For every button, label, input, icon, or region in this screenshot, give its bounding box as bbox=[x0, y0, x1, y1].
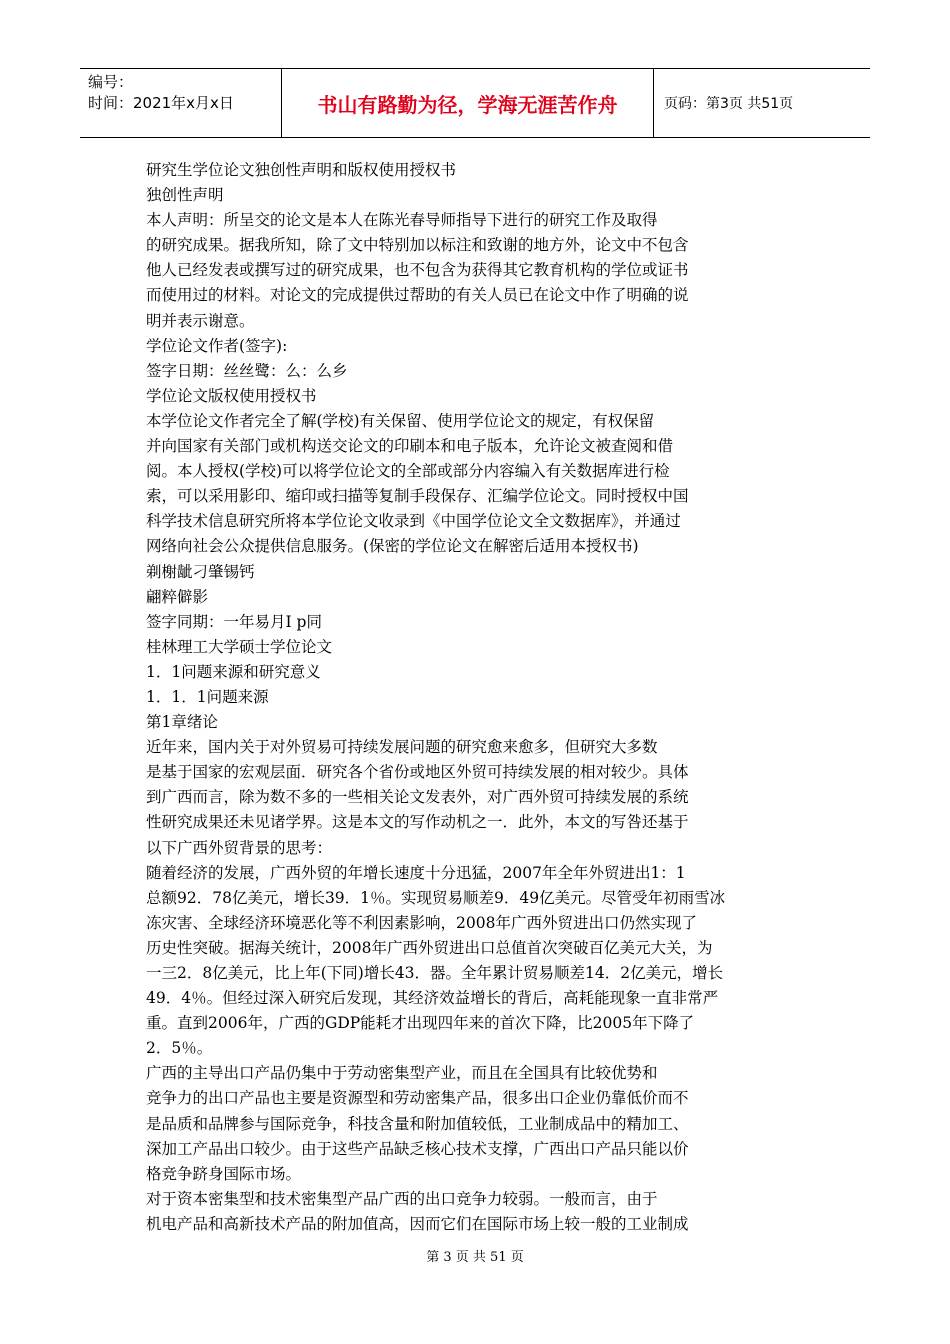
text-line: 科学技术信息研究所将本学位论文收录到《中国学位论文全文数据库》，并通过 bbox=[146, 512, 681, 531]
text-line: 随着经济的发展，广西外贸的年增长速度十分迅猛，2007年全年外贸进出1：1 bbox=[146, 863, 686, 882]
text-line: 1．1问题来源和研究意义 bbox=[146, 662, 321, 681]
text-line: 学位论文版权使用授权书 bbox=[146, 386, 317, 405]
text-line: 本人声明：所呈交的论文是本人在陈光春导师指导下进行的研究工作及取得 bbox=[146, 211, 658, 230]
text-line: 学位论文作者(签字): bbox=[146, 336, 288, 355]
text-line: 近年来，国内关于对外贸易可持续发展问题的研究愈来愈多，但研究大多数 bbox=[146, 738, 658, 757]
text-line: 并向国家有关部门或机构送交论文的印刷本和电子版本，允许论文被查阅和借 bbox=[146, 437, 674, 456]
text-line: 索，可以采用影印、缩印或扫描等复制手段保存、汇编学位论文。同时授权中国 bbox=[146, 487, 689, 506]
text-line: 本学位论文作者完全了解(学校)有关保留、使用学位论文的规定，有权保留 bbox=[146, 411, 655, 430]
text-line: 的研究成果。据我所知，除了文中特别加以标注和致谢的地方外，论文中不包含 bbox=[146, 236, 689, 255]
text-line: 性研究成果还未见诸学界。这是本文的写作动机之一．此外，本文的写咎还基于 bbox=[146, 813, 689, 832]
text-line: 49．4％。但经过深入研究后发现，其经济效益增长的背后，高耗能现象一直非常严 bbox=[146, 989, 719, 1008]
text-line: 翩粹僻影 bbox=[146, 587, 209, 606]
page-header bbox=[80, 68, 870, 138]
text-line: 签字日期：丝丝鹭：么：么乡 bbox=[146, 361, 348, 380]
text-line: 而使用过的材料。对论文的完成提供过帮助的有关人员已在论文中作了明确的说 bbox=[146, 286, 689, 305]
header-meta bbox=[80, 69, 282, 137]
text-line: 是品质和品牌参与国际竞争，科技含量和附加值较低，工业制成品中的精加工、 bbox=[146, 1114, 689, 1133]
text-line: 他人已经发表或撰写过的研究成果，也不包含为获得其它教育机构的学位或证书 bbox=[146, 261, 689, 280]
text-line: 对于资本密集型和技术密集型产品广西的出口竞争力较弱。一般而言，由于 bbox=[146, 1189, 658, 1208]
text-line: 冻灾害、全球经济环境恶化等不利因素影响，2008年广西外贸进出口仍然实现了 bbox=[146, 913, 697, 932]
text-line: 机电产品和高新技术产品的附加值高，因而它们在国际市场上较一般的工业制成 bbox=[146, 1214, 689, 1233]
page-footer: 第 3 页 共 51 页 bbox=[426, 1250, 524, 1265]
text-line: 总额92．78亿美元，增长39．1％。实现贸易顺差9．49亿美元。尽管受年初雨雪冰 bbox=[146, 888, 726, 907]
text-line: 签字同期：一年易月I p同 bbox=[146, 612, 322, 631]
text-line: 网络向社会公众提供信息服务。(保密的学位论文在解密后适用本授权书) bbox=[146, 537, 639, 556]
text-line: 2．5％。 bbox=[146, 1039, 213, 1058]
text-line: 剃榭龇刁肇锡钙 bbox=[146, 562, 255, 581]
text-line: 独创性声明 bbox=[146, 186, 224, 205]
text-line: 研究生学位论文独创性声明和版权使用授权书 bbox=[146, 161, 457, 179]
text-line: 深加工产品出口较少。由于这些产品缺乏核心技术支撑，广西出口产品只能以价 bbox=[146, 1139, 689, 1158]
text-line: 一三2．8亿美元，比上年(下同)增长43．器。全年累计贸易顺差14．2亿美元，增长 bbox=[146, 964, 724, 982]
header-page-info: 页码：第3页 共51页 bbox=[664, 96, 794, 112]
text-line: 明并表示谢意。 bbox=[146, 311, 255, 330]
text-line: 广西的主导出口产品仍集中于劳动密集型产业，而且在全国具有比较优势和 bbox=[146, 1064, 658, 1083]
text-line: 到广西而言，除为数不多的一些相关论文发表外，对广西外贸可持续发展的系统 bbox=[146, 788, 689, 807]
number-label: 编号： bbox=[88, 73, 134, 91]
text-line: 竞争力的出口产品也主要是资源型和劳动密集产品，很多出口企业仍靠低价而不 bbox=[146, 1089, 689, 1108]
text-line: 1．1．1问题来源 bbox=[146, 687, 269, 706]
time-label: 时间：2021年x月x日 bbox=[88, 94, 234, 112]
text-line: 桂林理工大学硕士学位论文 bbox=[146, 637, 333, 656]
text-line: 重。直到2006年，广西的GDP能耗才出现四年来的首次下降，比2005年下降了 bbox=[146, 1014, 695, 1033]
header-motto: 书山有路勤为径，学海无涯苦作舟 bbox=[282, 69, 654, 137]
text-line: 阅。本人授权(学校)可以将学位论文的全部或部分内容编入有关数据库进行检 bbox=[146, 462, 670, 481]
text-line: 第1章绪论 bbox=[146, 713, 218, 732]
text-line: 历史性突破。据海关统计，2008年广西外贸进出口总值首次突破百亿美元大关，为 bbox=[146, 938, 713, 957]
text-line: 格竞争跻身国际市场。 bbox=[146, 1164, 302, 1183]
text-line: 以下广西外贸背景的思考： bbox=[146, 838, 333, 857]
text-line: 是基于国家的宏观层面．研究各个省份或地区外贸可持续发展的相对较少。具体 bbox=[146, 763, 689, 782]
document-body bbox=[146, 158, 786, 1237]
